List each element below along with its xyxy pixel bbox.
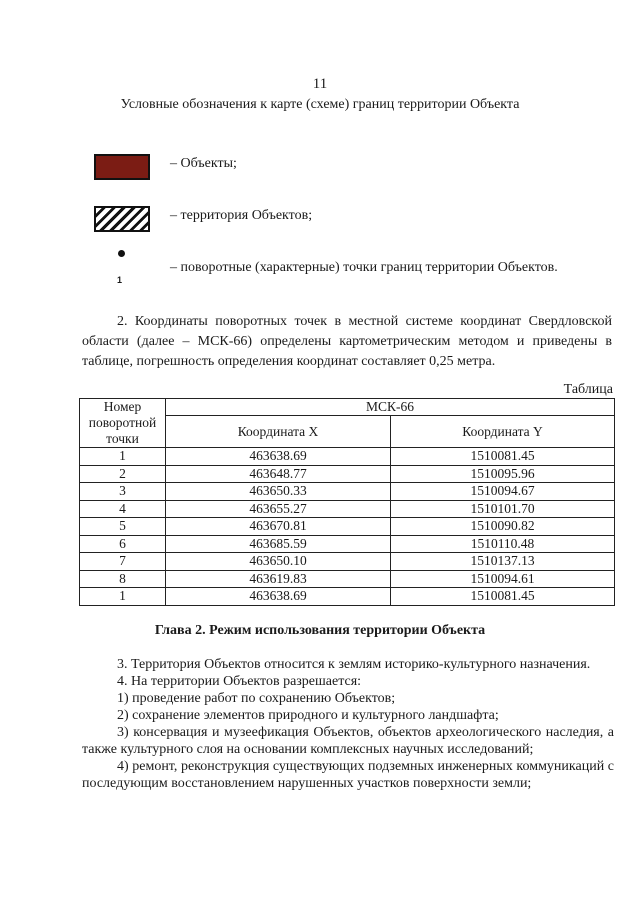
clause-3: 3. Территория Объектов относится к землям историко-культурного назначения. (117, 657, 591, 672)
header-point-number: Номер поворотной точки (80, 399, 166, 448)
table-caption: Таблица (563, 382, 613, 397)
cell-coordinate-x: 463648.77 (166, 465, 391, 483)
legend-points-text: – поворотные (характерные) точки границ территории Объектов. (170, 260, 558, 275)
cell-point-number: 6 (80, 535, 166, 553)
cell-point-number: 1 (80, 588, 166, 606)
table-row (80, 483, 615, 501)
clause-4-item-4: 4) ремонт, реконструкция существующих подземных инженерных коммуникаций с последующим восстановлением нарушенных участков поверхности земли; (82, 759, 614, 791)
cell-coordinate-y: 1510101.70 (391, 500, 615, 518)
cell-coordinate-x: 463655.27 (166, 500, 391, 518)
cell-coordinate-y: 1510081.45 (391, 448, 615, 466)
cell-point-number: 8 (80, 570, 166, 588)
cell-point-number: 5 (80, 518, 166, 536)
cell-coordinate-y: 1510094.61 (391, 570, 615, 588)
cell-coordinate-x: 463638.69 (166, 588, 391, 606)
table-row (80, 535, 615, 553)
cell-coordinate-x: 463619.83 (166, 570, 391, 588)
cell-point-number: 1 (80, 448, 166, 466)
legend-objects-symbol (94, 154, 150, 180)
coordinates-table (79, 398, 615, 606)
table-row (80, 518, 615, 536)
header-coordinate-system: МСК-66 (166, 399, 615, 416)
cell-point-number: 2 (80, 465, 166, 483)
cell-coordinate-y: 1510094.67 (391, 483, 615, 501)
cell-point-number: 4 (80, 500, 166, 518)
table-row (80, 448, 615, 466)
cell-coordinate-y: 1510090.82 (391, 518, 615, 536)
page-title: Условные обозначения к карте (схеме) границ территории Объекта (120, 97, 520, 112)
clause-4: 4. На территории Объектов разрешается: (117, 674, 362, 689)
legend-objects-text: – Объекты; (170, 156, 237, 171)
cell-coordinate-y: 1510110.48 (391, 535, 615, 553)
clause-4-item-1: 1) проведение работ по сохранению Объектов; (117, 691, 396, 706)
cell-point-number: 3 (80, 483, 166, 501)
cell-coordinate-x: 463670.81 (166, 518, 391, 536)
legend-territory-text: – территория Объектов; (170, 208, 313, 223)
chapter-title: Глава 2. Режим использования территории Объекта (154, 623, 486, 638)
clause-4-item-3: 3) консервация и музеефикация Объектов, объектов археологического наследия, а также культурного слоя на основании комплексных научных исследований; (82, 725, 614, 757)
table-row (80, 570, 615, 588)
table-row (80, 588, 615, 606)
page-number: 11 (312, 76, 328, 92)
cell-coordinate-y: 1510095.96 (391, 465, 615, 483)
clause-4-item-2: 2) сохранение элементов природного и культурного ландшафта; (117, 708, 499, 723)
filled-rectangle-icon (94, 154, 150, 180)
cell-coordinate-x: 463638.69 (166, 448, 391, 466)
header-coordinate-y: Координата Y (391, 416, 615, 448)
table-row (80, 465, 615, 483)
cell-coordinate-x: 463650.33 (166, 483, 391, 501)
point-marker-icon (118, 250, 125, 257)
cell-coordinate-y: 1510081.45 (391, 588, 615, 606)
table-row (80, 553, 615, 571)
legend-territory-symbol (94, 206, 150, 232)
point-marker-label: 1 (117, 275, 123, 285)
coordinates-table-body (80, 448, 615, 606)
cell-coordinate-x: 463685.59 (166, 535, 391, 553)
hatched-rectangle-icon (94, 206, 150, 232)
paragraph-coordinates: 2. Координаты поворотных точек в местной системе координат Свердловской области (далее – МСК-66) определены картометрическим методом и приведены в таблице, погрешность определения координат составляет 0,25 метра. (82, 314, 612, 369)
cell-coordinate-x: 463650.10 (166, 553, 391, 571)
header-coordinate-x: Координата X (166, 416, 391, 448)
cell-point-number: 7 (80, 553, 166, 571)
table-row (80, 500, 615, 518)
cell-coordinate-y: 1510137.13 (391, 553, 615, 571)
